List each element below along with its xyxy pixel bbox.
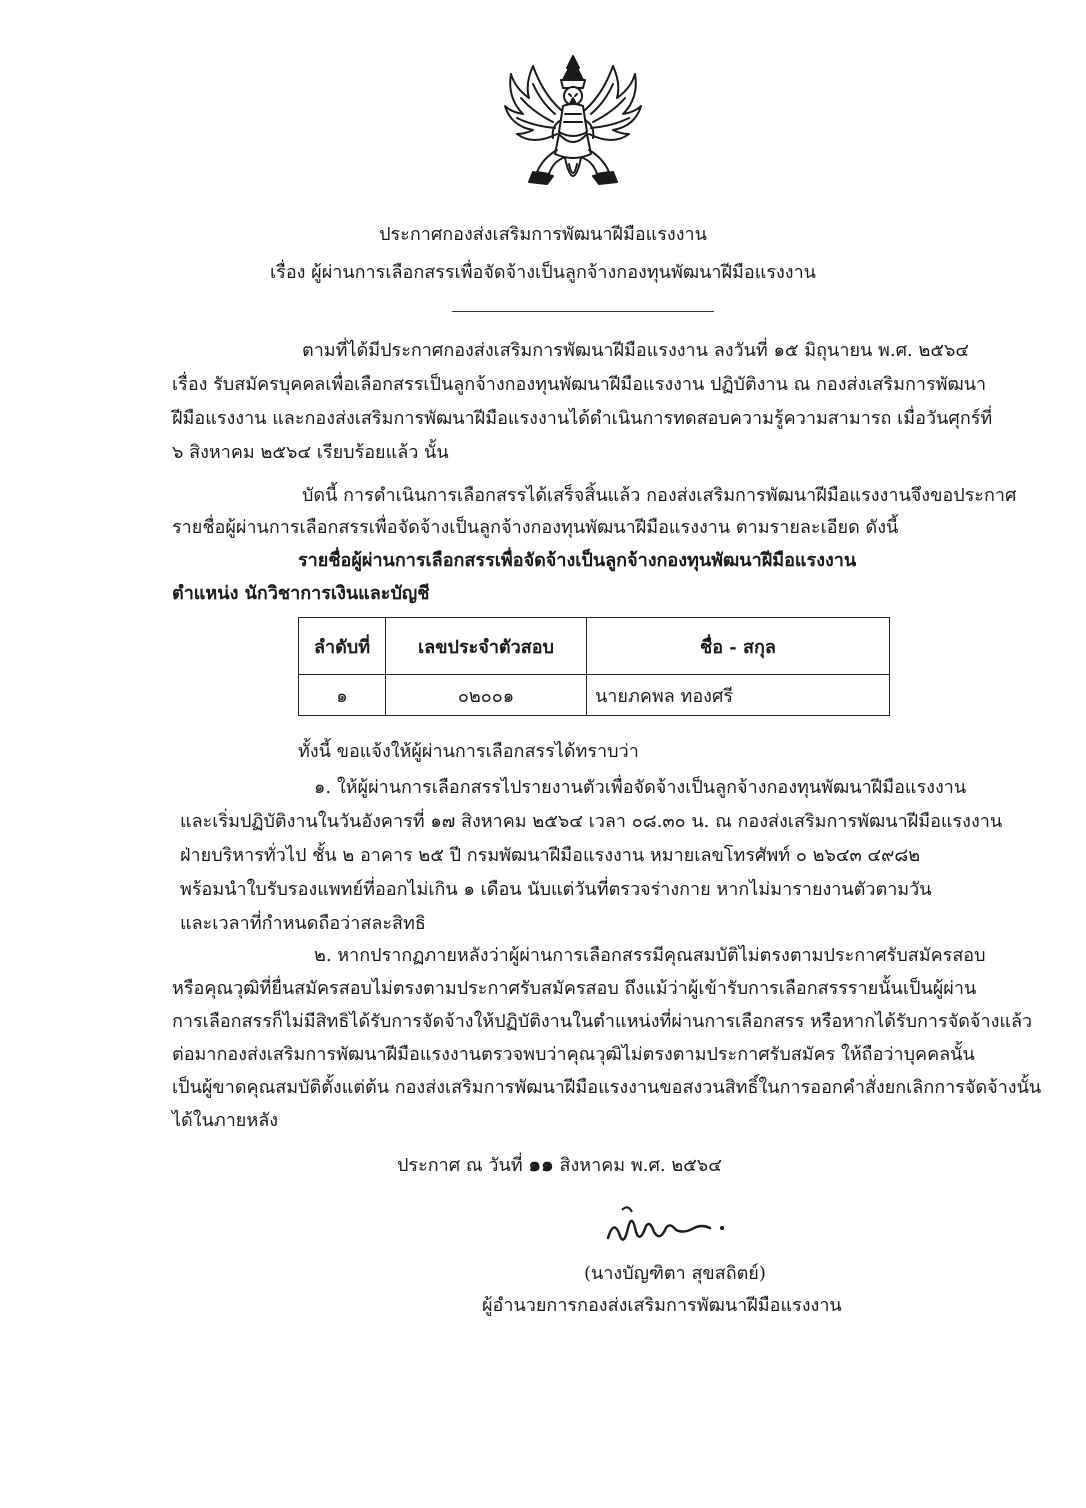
item2-line: หรือคุณวุฒิที่ยื่นสมัครสอบไม่ตรงตามประกาศรับสมัครสอบ ถึงแม้ว่าผู้เข้ารับการเลือกสรรรายนั้นเป็นผู้ผ่าน <box>172 978 977 999</box>
position-label: ตำแหน่ง นักวิชาการเงินและบัญชี <box>172 583 430 604</box>
announce-month-year: สิงหาคม พ.ศ. ๒๕๖๔ <box>559 1155 722 1176</box>
item1-line: และเริ่มปฏิบัติงานในวันอังคารที่ ๑๗ สิงหาคม ๒๕๖๔ เวลา ๐๘.๓๐ น. ณ กองส่งเสริมการพัฒนาฝีมือแรงงาน <box>180 811 1003 832</box>
roster-table <box>298 617 890 716</box>
table-header-row <box>299 618 890 675</box>
announce-day: ๑๑ <box>528 1152 554 1176</box>
announcement-date <box>397 1152 722 1178</box>
item2-line: ๒. หากปรากฏภายหลังว่าผู้ผ่านการเลือกสรรมีคุณสมบัติไม่ตรงตามประกาศรับสมัครสอบ <box>314 945 986 966</box>
column-header-full-name: ชื่อ - สกุล <box>587 618 890 675</box>
cell-full-name: นายภคพล ทองศรี <box>587 675 890 716</box>
header-divider <box>452 311 714 312</box>
column-header-exam-id: เลขประจำตัวสอบ <box>386 618 587 675</box>
item2-line: ได้ในภายหลัง <box>172 1110 279 1131</box>
signature-icon <box>598 1198 738 1258</box>
cell-order: ๑ <box>299 675 386 716</box>
para2-line: รายชื่อผู้ผ่านการเลือกสรรเพื่อจัดจ้างเป็นลูกจ้างกองทุนพัฒนาฝีมือแรงงาน ตามรายละเอียด ดังนี้ <box>172 517 899 538</box>
para1-line: ตามที่ได้มีประกาศกองส่งเสริมการพัฒนาฝีมือแรงงาน ลงวันที่ ๑๕ มิถุนายน พ.ศ. ๒๕๖๔ <box>302 340 970 361</box>
item2-line: การเลือกสรรก็ไม่มีสิทธิได้รับการจัดจ้างให้ปฏิบัติงานในตำแหน่งที่ผ่านการเลือกสรร หรือหากได้รับการจัดจ้างแล้ว <box>172 1011 1033 1032</box>
column-header-order: ลำดับที่ <box>299 618 386 675</box>
item1-line: พร้อมนำใบรับรองแพทย์ที่ออกไม่เกิน ๑ เดือน นับแต่วันที่ตรวจร่างกาย หากไม่มารายงานตัวตามวัน <box>180 879 932 900</box>
para2-line: บัดนี้ การดำเนินการเลือกสรรได้เสร็จสิ้นแล้ว กองส่งเสริมการพัฒนาฝีมือแรงงานจึงขอประกาศ <box>302 485 1017 506</box>
item1-line: ฝ่ายบริหารทั่วไป ชั้น ๒ อาคาร ๒๕ ปี กรมพัฒนาฝีมือแรงงาน หมายเลขโทรศัพท์ ๐ ๒๖๔๓ ๔๙๘๒ <box>180 845 921 866</box>
para1-line: เรื่อง รับสมัครบุคคลเพื่อเลือกสรรเป็นลูกจ้างกองทุนพัฒนาฝีมือแรงงาน ปฏิบัติงาน ณ กองส่งเสริมการพัฒนา <box>172 374 987 395</box>
para1-line: ฝีมือแรงงาน และกองส่งเสริมการพัฒนาฝีมือแรงงานได้ดำเนินการทดสอบความรู้ความสามารถ เมื่อวันศุกร์ที่ <box>172 408 993 429</box>
signer-title: ผู้อำนวยการกองส่งเสริมการพัฒนาฝีมือแรงงาน <box>482 1295 842 1316</box>
announcement-subject: เรื่อง ผู้ผ่านการเลือกสรรเพื่อจัดจ้างเป็นลูกจ้างกองทุนพัฒนาฝีมือแรงงาน <box>270 262 816 283</box>
announce-prefix: ประกาศ ณ วันที่ <box>397 1155 523 1176</box>
item1-line: และเวลาที่กำหนดถือว่าสละสิทธิ <box>180 913 426 934</box>
item2-line: เป็นผู้ขาดคุณสมบัติตั้งแต่ต้น กองส่งเสริมการพัฒนาฝีมือแรงงานขอสงวนสิทธิ์ในการออกคำสั่งยกเลิกการจัดจ้างนั้น <box>172 1077 1042 1098</box>
table-row <box>299 675 890 716</box>
notice-intro: ทั้งนี้ ขอแจ้งให้ผู้ผ่านการเลือกสรรได้ทราบว่า <box>298 741 639 762</box>
signer-name: (นางบัญฑิตา สุขสถิตย์) <box>584 1263 766 1284</box>
item1-line: ๑. ให้ผู้ผ่านการเลือกสรรไปรายงานตัวเพื่อจัดจ้างเป็นลูกจ้างกองทุนพัฒนาฝีมือแรงงาน <box>314 777 967 798</box>
list-heading: รายชื่อผู้ผ่านการเลือกสรรเพื่อจัดจ้างเป็นลูกจ้างกองทุนพัฒนาฝีมือแรงงาน <box>298 550 857 571</box>
announcement-title: ประกาศกองส่งเสริมการพัฒนาฝีมือแรงงาน <box>379 224 707 245</box>
item2-line: ต่อมากองส่งเสริมการพัฒนาฝีมือแรงงานตรวจพบว่าคุณวุฒิไม่ตรงตามประกาศรับสมัคร ให้ถือว่าบุคคลนั้น <box>172 1044 975 1065</box>
cell-exam-id: ๐๒๐๐๑ <box>386 675 587 716</box>
garuda-emblem-icon <box>503 54 643 202</box>
para1-line: ๖ สิงหาคม ๒๕๖๔ เรียบร้อยแล้ว นั้น <box>172 442 449 463</box>
